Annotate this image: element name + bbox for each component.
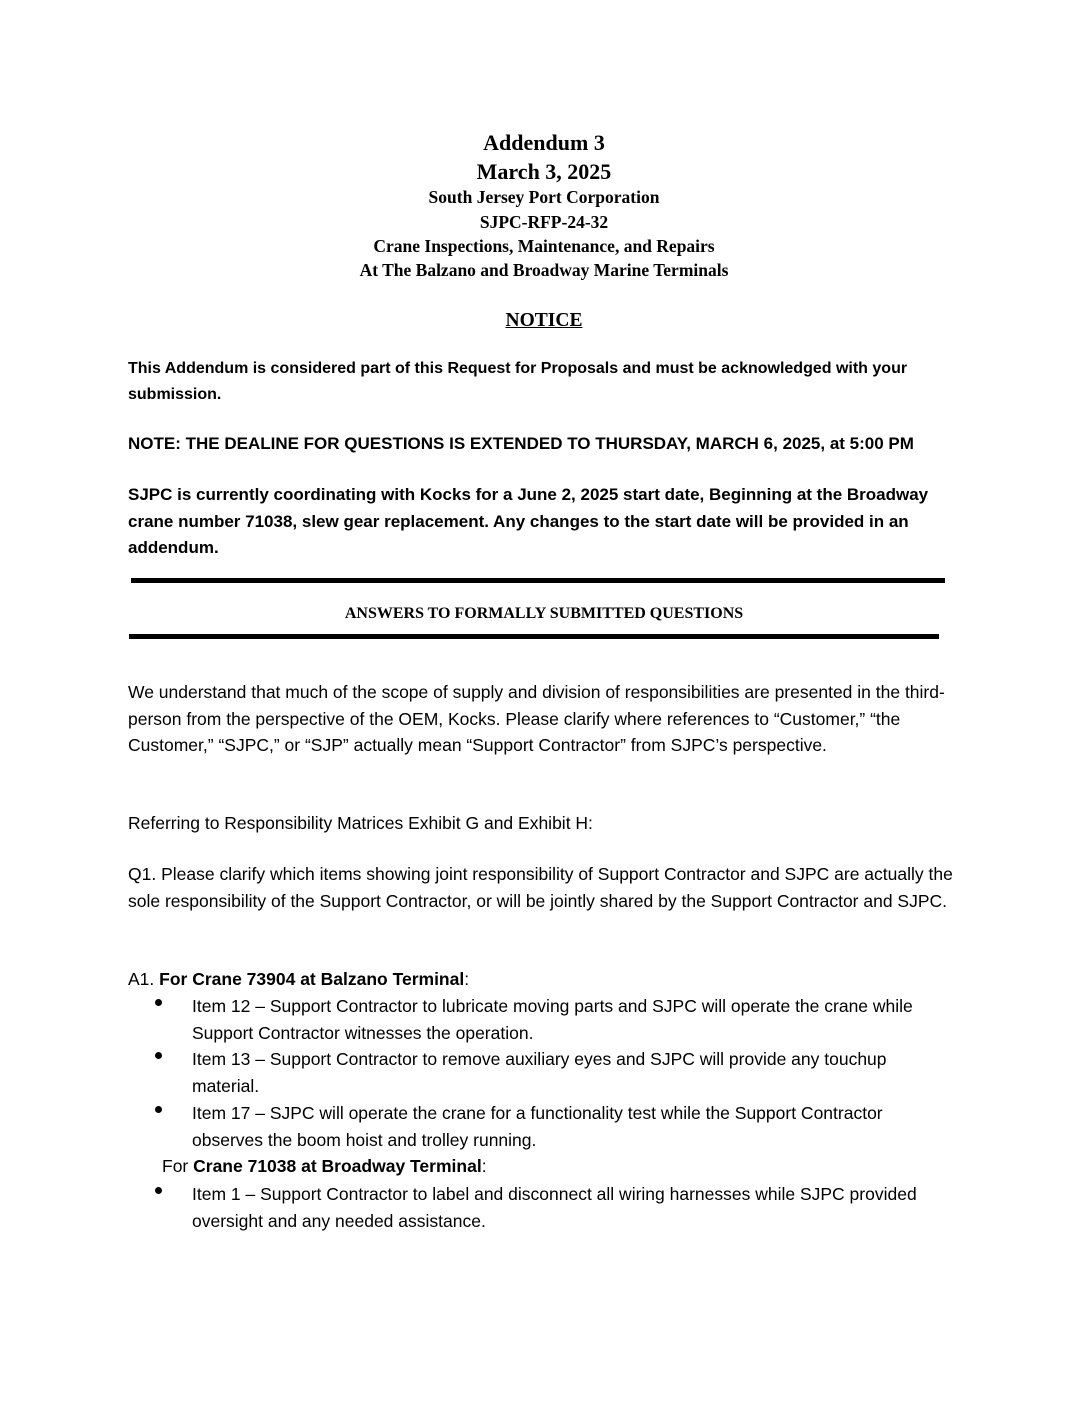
answer-1-label: A1. [128, 969, 160, 989]
section-rule-top [131, 578, 945, 583]
responsibility-matrices-reference: Referring to Responsibility Matrices Exhibit G and Exhibit H: [128, 813, 593, 833]
crane-71038-for: For [162, 1156, 194, 1176]
answer-1-heading [128, 966, 958, 993]
crane-71038-colon: : [481, 1156, 487, 1176]
crane-73904-item: Item 17 – SJPC will operate the crane for a functionality test while the Support Contractor observes the boom hoist and trolley running. [192, 1103, 883, 1150]
crane-71038-heading [162, 1153, 992, 1180]
addendum-title: Addendum 3 [483, 130, 605, 155]
intro-question: We understand that much of the scope of supply and division of responsibilities are presented in the third-person from the perspective of the OEM, Kocks. Please clarify where references to “Customer,” “the Customer,” “SJPC,” or “SJP” actually mean “Support Contractor” from SJPC’s perspective. [128, 682, 945, 755]
crane-73904-label: Crane 73904 at Balzano Terminal [192, 969, 465, 989]
crane-73904-item: Item 12 – Support Contractor to lubricate moving parts and SJPC will operate the crane while Support Contractor witnesses the operation. [192, 996, 913, 1043]
deadline-note: NOTE: THE DEALINE FOR QUESTIONS IS EXTENDED TO THURSDAY, MARCH 6, 2025, at 5:00 PM [128, 434, 914, 453]
section-rule-bottom [129, 634, 939, 639]
acknowledgement-notice: This Addendum is considered part of this Request for Proposals and must be acknowledged with your submission. [128, 360, 908, 403]
section-heading: ANSWERS TO FORMALLY SUBMITTED QUESTIONS [344, 605, 744, 622]
organization-name: South Jersey Port Corporation [428, 187, 660, 207]
answer-1-for: For [159, 969, 193, 989]
crane-71038-item: Item 1 – Support Contractor to label and disconnect all wiring harnesses while SJPC provided oversight and any needed assistance. [192, 1184, 917, 1231]
rfp-number: SJPC-RFP-24-32 [479, 212, 609, 232]
notice-heading: NOTICE [505, 310, 583, 331]
addendum-date: March 3, 2025 [476, 159, 612, 184]
bullet-icon [152, 1181, 164, 1193]
question-1: Q1. Please clarify which items showing joint responsibility of Support Contractor and SJPC are actually the sole responsibility of the Support Contractor, or will be jointly shared by the Support Contractor and SJPC. [128, 864, 953, 911]
answer-1-colon: : [464, 969, 470, 989]
bullet-icon [152, 1046, 164, 1058]
bullet-icon [152, 993, 164, 1005]
project-location: At The Balzano and Broadway Marine Terminals [359, 260, 729, 280]
crane-71038-label: Crane 71038 at Broadway Terminal [193, 1156, 482, 1176]
project-title: Crane Inspections, Maintenance, and Repairs [373, 236, 715, 256]
start-date-notice: SJPC is currently coordinating with Kocks for a June 2, 2025 start date, Beginning at the Broadway crane number 71038, slew gear replacement. Any changes to the start date will be provided in an addendum. [128, 485, 929, 557]
crane-73904-item: Item 13 – Support Contractor to remove auxiliary eyes and SJPC will provide any touchup material. [192, 1049, 887, 1096]
bullet-icon [152, 1100, 164, 1112]
